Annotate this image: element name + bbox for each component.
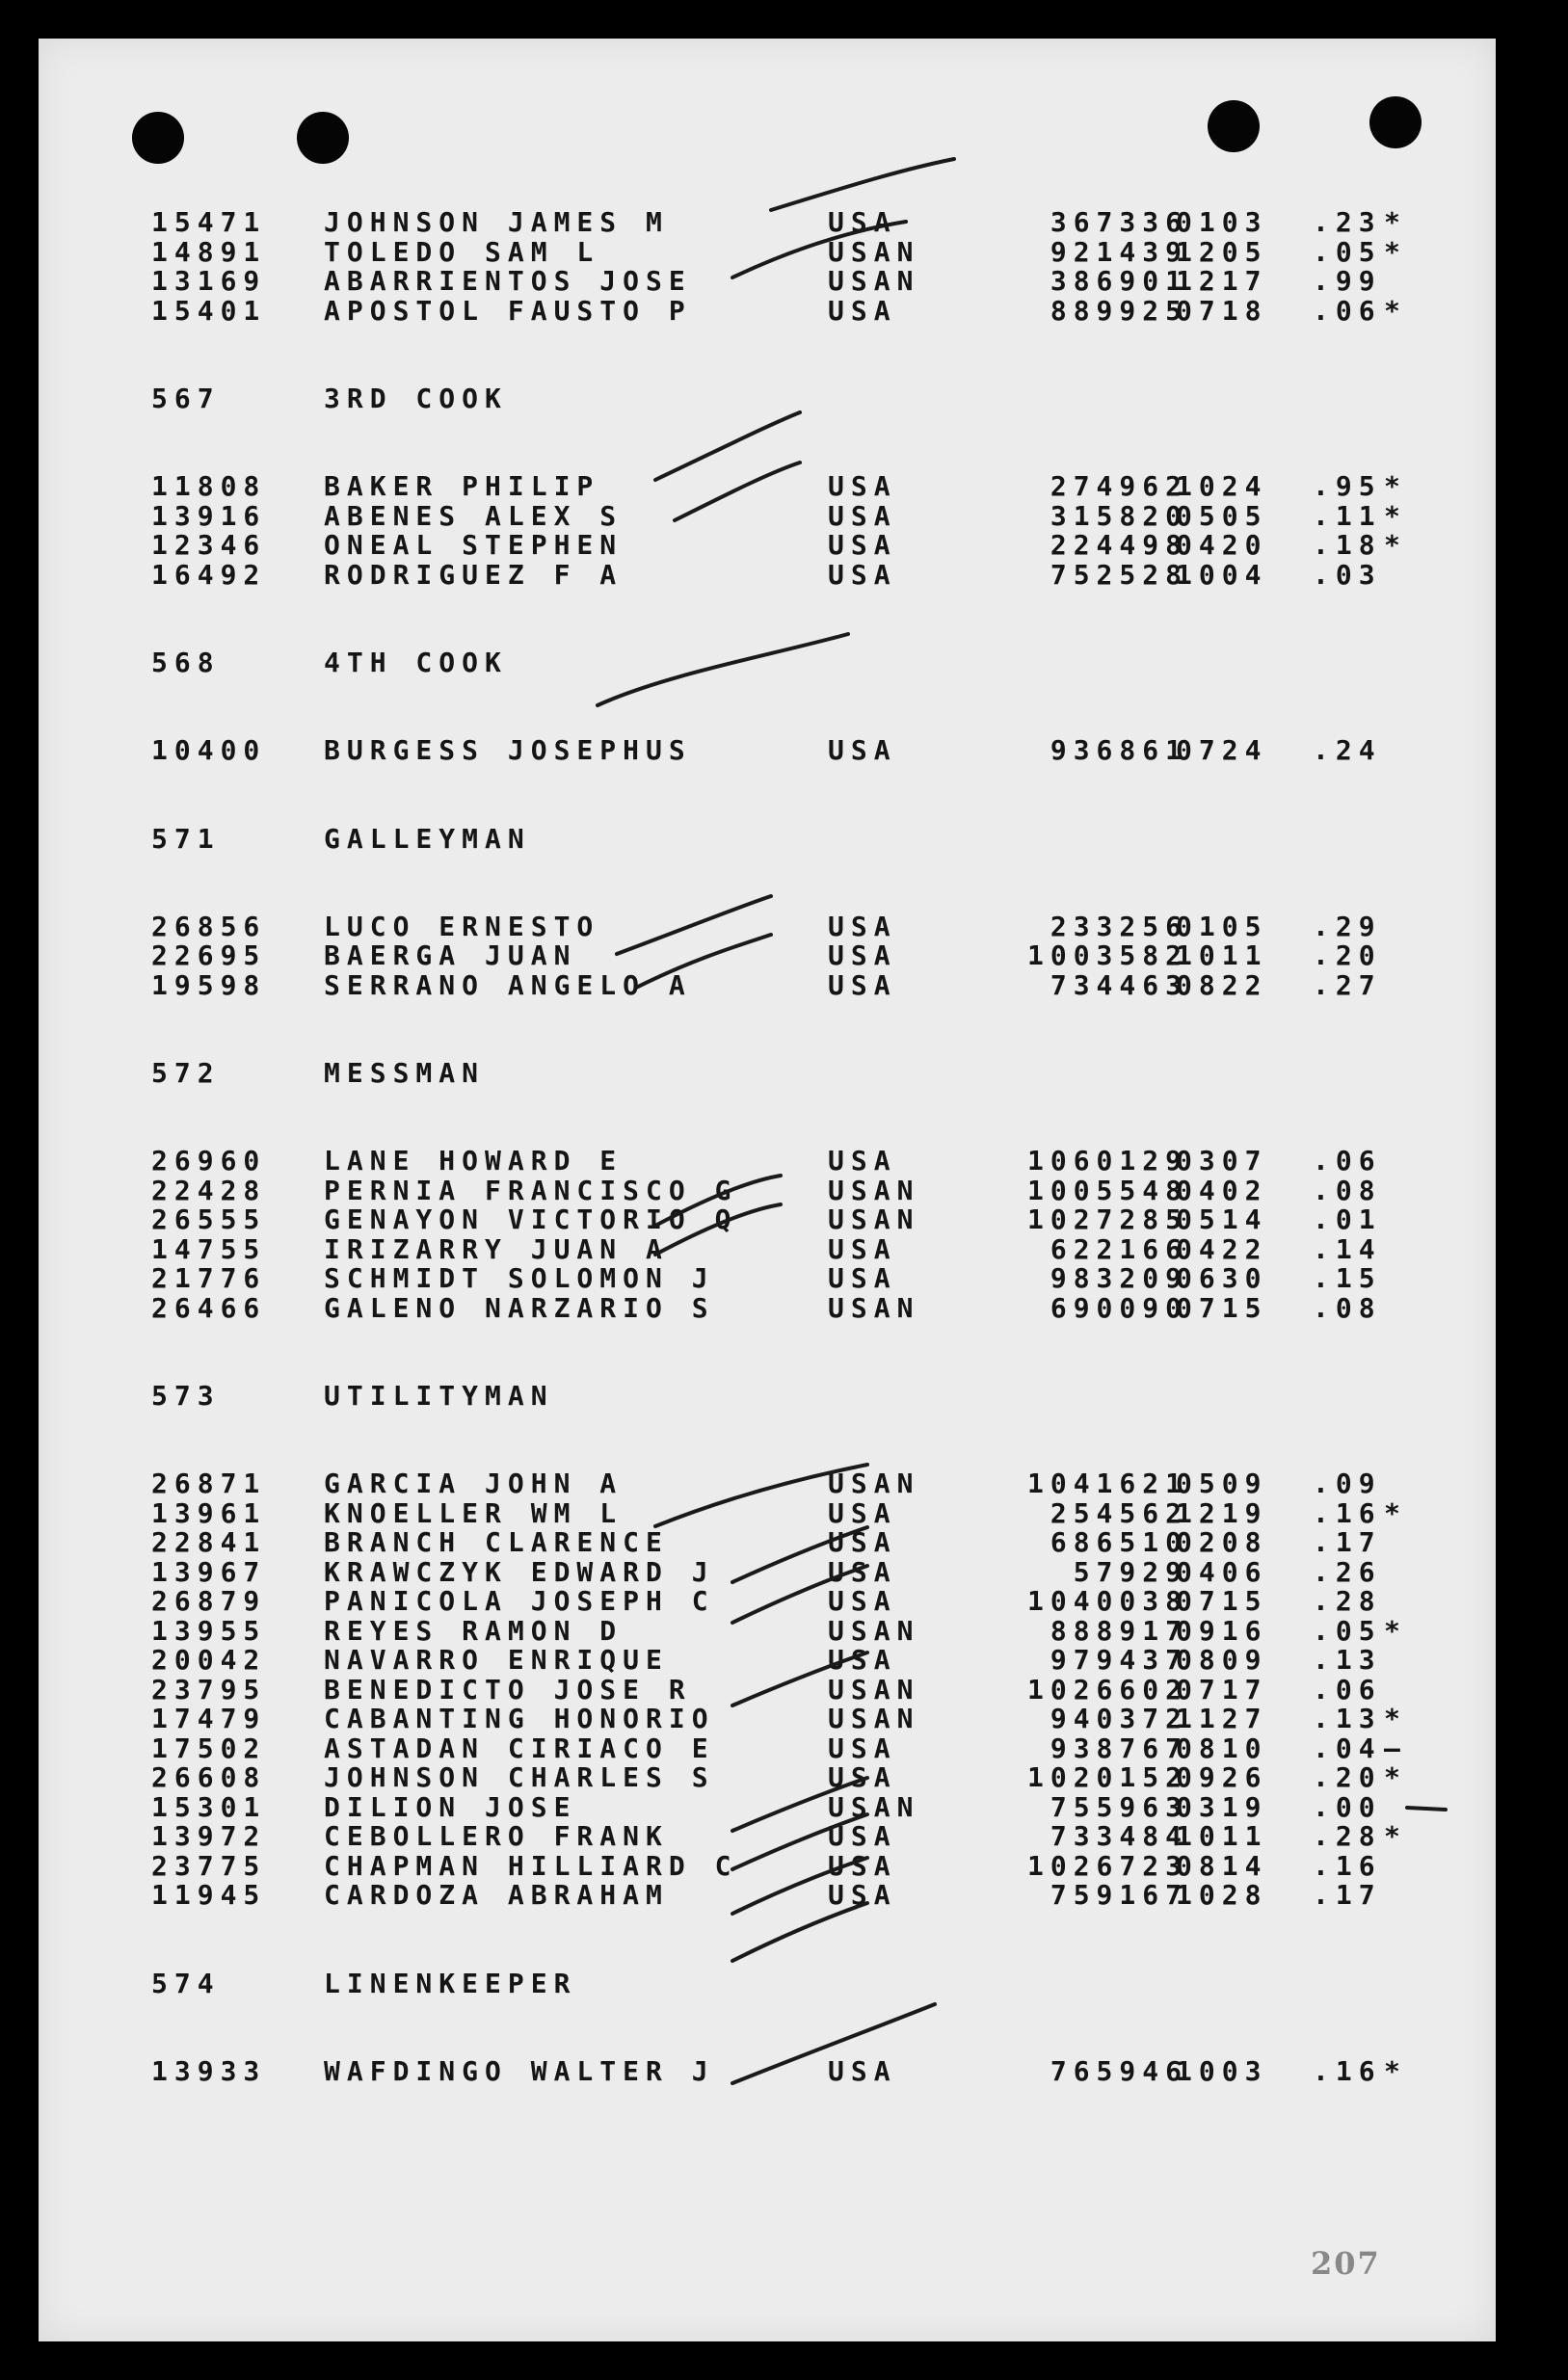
certificate-number: 759167 <box>1050 1879 1188 1911</box>
crew-name: ABARRIENTOS JOSE <box>324 265 692 297</box>
nationality: USA <box>828 1232 897 1265</box>
date-code: 0319 <box>1176 1790 1268 1823</box>
crew-name: BRANCH CLARENCE <box>324 1526 669 1558</box>
crew-id: 13967 <box>151 1555 267 1588</box>
crew-id: 17479 <box>151 1703 267 1734</box>
crew-name: GARCIA JOHN A <box>324 1468 624 1499</box>
crew-id: 19598 <box>151 968 267 1001</box>
crew-name: KNOELLER WM L <box>324 1496 624 1529</box>
crew-name: IRIZARRY JUAN A <box>324 1232 669 1265</box>
rate: .26 <box>1313 1555 1382 1588</box>
nationality: USA <box>828 1644 897 1676</box>
crew-name: RODRIGUEZ F A <box>324 558 624 591</box>
crew-id: 26960 <box>151 1145 267 1177</box>
date-code: 0208 <box>1176 1526 1268 1558</box>
annotation-mark: * <box>1384 1820 1407 1852</box>
crew-id: 26856 <box>151 910 267 942</box>
crew-name: BAKER PHILIP <box>324 470 600 502</box>
crew-name: BURGESS JOSEPHUS <box>324 734 692 766</box>
date-code: 0724 <box>1176 734 1268 766</box>
crew-name: LANE HOWARD E <box>324 1145 624 1177</box>
nationality: USA <box>828 968 897 1001</box>
date-code: 1205 <box>1176 235 1268 268</box>
crew-id: 10400 <box>151 734 267 766</box>
date-code: 0509 <box>1176 1468 1268 1499</box>
certificate-number: 367336 <box>1050 206 1188 238</box>
crew-id: 26879 <box>151 1585 267 1617</box>
nationality: USAN <box>828 1790 920 1823</box>
rate: .16 <box>1313 1849 1382 1882</box>
section-code: 572 <box>151 1057 221 1089</box>
crew-id: 13169 <box>151 265 267 297</box>
rate: .00 <box>1313 1790 1382 1823</box>
rate: .03 <box>1313 558 1382 591</box>
section-title: UTILITYMAN <box>324 1380 554 1412</box>
crew-id: 17502 <box>151 1732 267 1764</box>
rate: .99 <box>1313 265 1382 297</box>
nationality: USA <box>828 1496 897 1529</box>
date-code: 0810 <box>1176 1732 1268 1764</box>
crew-id: 13933 <box>151 2054 267 2087</box>
date-code: 0916 <box>1176 1614 1268 1647</box>
rate: .95 <box>1313 470 1382 502</box>
section-code: 574 <box>151 1967 221 1999</box>
rate: .08 <box>1313 1174 1382 1206</box>
nationality: USA <box>828 1761 897 1793</box>
certificate-number: 940372 <box>1050 1703 1188 1734</box>
nationality: USA <box>828 1732 897 1764</box>
crew-name: ONEAL STEPHEN <box>324 529 624 561</box>
rate: .17 <box>1313 1879 1382 1911</box>
nationality: USAN <box>828 1174 920 1206</box>
rate: .23 <box>1313 206 1382 238</box>
date-code: 0422 <box>1176 1232 1268 1265</box>
crew-name: BAERGA JUAN <box>324 939 577 971</box>
date-code: 0822 <box>1176 968 1268 1001</box>
date-code: 0809 <box>1176 1644 1268 1676</box>
crew-name: SCHMIDT SOLOMON J <box>324 1262 715 1294</box>
crew-id: 26466 <box>151 1291 267 1324</box>
date-code: 0420 <box>1176 529 1268 561</box>
punch-hole <box>1208 100 1260 152</box>
rate: .05 <box>1313 1614 1382 1647</box>
rate: .13 <box>1313 1644 1382 1676</box>
section-code: 568 <box>151 647 221 678</box>
rate: .18 <box>1313 529 1382 561</box>
certificate-number: 690090 <box>1050 1291 1188 1324</box>
crew-name: JOHNSON JAMES M <box>324 206 669 238</box>
crew-name: LUCO ERNESTO <box>324 910 600 942</box>
rate: .09 <box>1313 1468 1382 1499</box>
rate: .05 <box>1313 235 1382 268</box>
date-code: 1003 <box>1176 2054 1268 2087</box>
rate: .04 <box>1313 1732 1382 1764</box>
section-code: 571 <box>151 822 221 855</box>
nationality: USA <box>828 734 897 766</box>
certificate-number: 315820 <box>1050 499 1188 532</box>
crew-id: 13972 <box>151 1820 267 1852</box>
annotation-mark: * <box>1384 294 1407 327</box>
certificate-number: 1003582 <box>1026 939 1188 971</box>
certificate-number: 686510 <box>1050 1526 1188 1558</box>
nationality: USA <box>828 910 897 942</box>
crew-name: ASTADAN CIRIACO E <box>324 1732 715 1764</box>
date-code: 1127 <box>1176 1703 1268 1734</box>
date-code: 0505 <box>1176 499 1268 532</box>
certificate-number: 752528 <box>1050 558 1188 591</box>
crew-name: CEBOLLERO FRANK <box>324 1820 669 1852</box>
certificate-number: 1005548 <box>1026 1174 1188 1206</box>
date-code: 1217 <box>1176 265 1268 297</box>
crew-name: KRAWCZYK EDWARD J <box>324 1555 715 1588</box>
date-code: 0718 <box>1176 294 1268 327</box>
date-code: 1004 <box>1176 558 1268 591</box>
certificate-number: 755963 <box>1050 1790 1188 1823</box>
certificate-number: 622166 <box>1050 1232 1188 1265</box>
nationality: USA <box>828 2054 897 2087</box>
document-page <box>39 39 1496 2341</box>
nationality: USA <box>828 1849 897 1882</box>
crew-name: GALENO NARZARIO S <box>324 1291 715 1324</box>
date-code: 0926 <box>1176 1761 1268 1793</box>
rate: .24 <box>1313 734 1382 766</box>
annotation-mark: * <box>1384 1614 1407 1647</box>
nationality: USA <box>828 499 897 532</box>
date-code: 1219 <box>1176 1496 1268 1529</box>
nationality: USA <box>828 470 897 502</box>
crew-id: 12346 <box>151 529 267 561</box>
crew-id: 23795 <box>151 1673 267 1706</box>
crew-id: 22841 <box>151 1526 267 1558</box>
certificate-number: 1026602 <box>1026 1673 1188 1706</box>
date-code: 1011 <box>1176 939 1268 971</box>
certificate-number: 1026723 <box>1026 1849 1188 1882</box>
rate: .14 <box>1313 1232 1382 1265</box>
date-code: 0514 <box>1176 1203 1268 1235</box>
crew-name: CABANTING HONORIO <box>324 1703 715 1734</box>
nationality: USAN <box>828 1291 920 1324</box>
annotation-mark: * <box>1384 529 1407 561</box>
crew-id: 13916 <box>151 499 267 532</box>
crew-name: DILION JOSE <box>324 1790 577 1823</box>
certificate-number: 1060129 <box>1026 1145 1188 1177</box>
nationality: USAN <box>828 265 920 297</box>
crew-id: 15401 <box>151 294 267 327</box>
rate: .06 <box>1313 294 1382 327</box>
crew-id: 14891 <box>151 235 267 268</box>
nationality: USAN <box>828 1468 920 1499</box>
certificate-number: 1041621 <box>1026 1468 1188 1499</box>
date-code: 0715 <box>1176 1585 1268 1617</box>
crew-id: 26555 <box>151 1203 267 1235</box>
nationality: USAN <box>828 1673 920 1706</box>
nationality: USA <box>828 1555 897 1588</box>
crew-name: PERNIA FRANCISCO G <box>324 1174 738 1206</box>
crew-name: APOSTOL FAUSTO P <box>324 294 692 327</box>
crew-id: 22695 <box>151 939 267 971</box>
annotation-mark: * <box>1384 1496 1407 1529</box>
date-code: 0715 <box>1176 1291 1268 1324</box>
date-code: 1011 <box>1176 1820 1268 1852</box>
nationality: USAN <box>828 1203 920 1235</box>
section-code: 573 <box>151 1380 221 1412</box>
certificate-number: 274962 <box>1050 470 1188 502</box>
crew-id: 20042 <box>151 1644 267 1676</box>
annotation-mark: * <box>1384 470 1407 502</box>
annotation-mark: * <box>1384 1761 1407 1793</box>
certificate-number: 1040038 <box>1026 1585 1188 1617</box>
rate: .20 <box>1313 1761 1382 1793</box>
certificate-number: 386901 <box>1050 265 1188 297</box>
date-code: 0630 <box>1176 1262 1268 1294</box>
punch-hole <box>297 112 349 164</box>
nationality: USA <box>828 1879 897 1911</box>
crew-name: JOHNSON CHARLES S <box>324 1761 715 1793</box>
crew-name: TOLEDO SAM L <box>324 235 600 268</box>
crew-id: 16492 <box>151 558 267 591</box>
crew-id: 11945 <box>151 1879 267 1911</box>
page-number: 207 <box>1311 2245 1381 2282</box>
crew-name: GENAYON VICTORIO Q <box>324 1203 738 1235</box>
section-title: 4TH COOK <box>324 647 508 678</box>
rate: .11 <box>1313 499 1382 532</box>
section-code: 567 <box>151 383 221 414</box>
date-code: 1024 <box>1176 470 1268 502</box>
nationality: USA <box>828 206 897 238</box>
nationality: USA <box>828 558 897 591</box>
date-code: 0103 <box>1176 206 1268 238</box>
certificate-number: 765946 <box>1050 2054 1188 2087</box>
crew-id: 21776 <box>151 1262 267 1294</box>
punch-hole <box>1369 96 1422 148</box>
crew-id: 26871 <box>151 1468 267 1499</box>
section-title: 3RD COOK <box>324 383 508 414</box>
certificate-number: 57929 <box>1073 1555 1188 1588</box>
certificate-number: 224498 <box>1050 529 1188 561</box>
rate: .15 <box>1313 1262 1382 1294</box>
annotation-mark: — <box>1384 1732 1407 1764</box>
rate: .06 <box>1313 1145 1382 1177</box>
annotation-mark: * <box>1384 206 1407 238</box>
date-code: 0307 <box>1176 1145 1268 1177</box>
annotation-mark: * <box>1384 499 1407 532</box>
crew-id: 23775 <box>151 1849 267 1882</box>
nationality: USAN <box>828 1614 920 1647</box>
nationality: USA <box>828 529 897 561</box>
certificate-number: 921439 <box>1050 235 1188 268</box>
date-code: 0814 <box>1176 1849 1268 1882</box>
nationality: USA <box>828 1585 897 1617</box>
rate: .28 <box>1313 1585 1382 1617</box>
certificate-number: 1020152 <box>1026 1761 1188 1793</box>
date-code: 0105 <box>1176 910 1268 942</box>
nationality: USAN <box>828 1703 920 1734</box>
crew-id: 13961 <box>151 1496 267 1529</box>
crew-id: 26608 <box>151 1761 267 1793</box>
crew-name: PANICOLA JOSEPH C <box>324 1585 715 1617</box>
rate: .16 <box>1313 2054 1382 2087</box>
nationality: USA <box>828 1262 897 1294</box>
annotation-mark: * <box>1384 1703 1407 1734</box>
certificate-number: 979437 <box>1050 1644 1188 1676</box>
rate: .01 <box>1313 1203 1382 1235</box>
certificate-number: 983209 <box>1050 1262 1188 1294</box>
certificate-number: 734463 <box>1050 968 1188 1001</box>
nationality: USA <box>828 1526 897 1558</box>
crew-id: 13955 <box>151 1614 267 1647</box>
rate: .17 <box>1313 1526 1382 1558</box>
certificate-number: 938767 <box>1050 1732 1188 1764</box>
crew-id: 15301 <box>151 1790 267 1823</box>
date-code: 0406 <box>1176 1555 1268 1588</box>
crew-id: 15471 <box>151 206 267 238</box>
annotation-mark: * <box>1384 235 1407 268</box>
certificate-number: 233256 <box>1050 910 1188 942</box>
rate: .13 <box>1313 1703 1382 1734</box>
rate: .06 <box>1313 1673 1382 1706</box>
crew-id: 22428 <box>151 1174 267 1206</box>
crew-name: NAVARRO ENRIQUE <box>324 1644 669 1676</box>
nationality: USA <box>828 294 897 327</box>
rate: .27 <box>1313 968 1382 1001</box>
crew-name: WAFDINGO WALTER J <box>324 2054 715 2087</box>
section-title: MESSMAN <box>324 1057 486 1089</box>
annotation-mark: * <box>1384 2054 1407 2087</box>
certificate-number: 254562 <box>1050 1496 1188 1529</box>
nationality: USA <box>828 1820 897 1852</box>
rate: .08 <box>1313 1291 1382 1324</box>
rate: .16 <box>1313 1496 1382 1529</box>
certificate-number: 888917 <box>1050 1614 1188 1647</box>
section-title: LINENKEEPER <box>324 1967 577 1999</box>
certificate-number: 1027285 <box>1026 1203 1188 1235</box>
certificate-number: 889925 <box>1050 294 1188 327</box>
date-code: 0717 <box>1176 1673 1268 1706</box>
crew-name: SERRANO ANGELO A <box>324 968 692 1001</box>
certificate-number: 936861 <box>1050 734 1188 766</box>
crew-name: BENEDICTO JOSE R <box>324 1673 692 1706</box>
rate: .28 <box>1313 1820 1382 1852</box>
crew-id: 11808 <box>151 470 267 502</box>
crew-name: CHAPMAN HILLIARD C <box>324 1849 738 1882</box>
nationality: USAN <box>828 235 920 268</box>
date-code: 0402 <box>1176 1174 1268 1206</box>
crew-name: ABENES ALEX S <box>324 499 624 532</box>
nationality: USA <box>828 1145 897 1177</box>
crew-name: CARDOZA ABRAHAM <box>324 1879 669 1911</box>
crew-id: 14755 <box>151 1232 267 1265</box>
certificate-number: 733484 <box>1050 1820 1188 1852</box>
punch-hole <box>132 112 184 164</box>
nationality: USA <box>828 939 897 971</box>
crew-name: REYES RAMON D <box>324 1614 624 1647</box>
rate: .29 <box>1313 910 1382 942</box>
date-code: 1028 <box>1176 1879 1268 1911</box>
section-title: GALLEYMAN <box>324 822 531 855</box>
rate: .20 <box>1313 939 1382 971</box>
